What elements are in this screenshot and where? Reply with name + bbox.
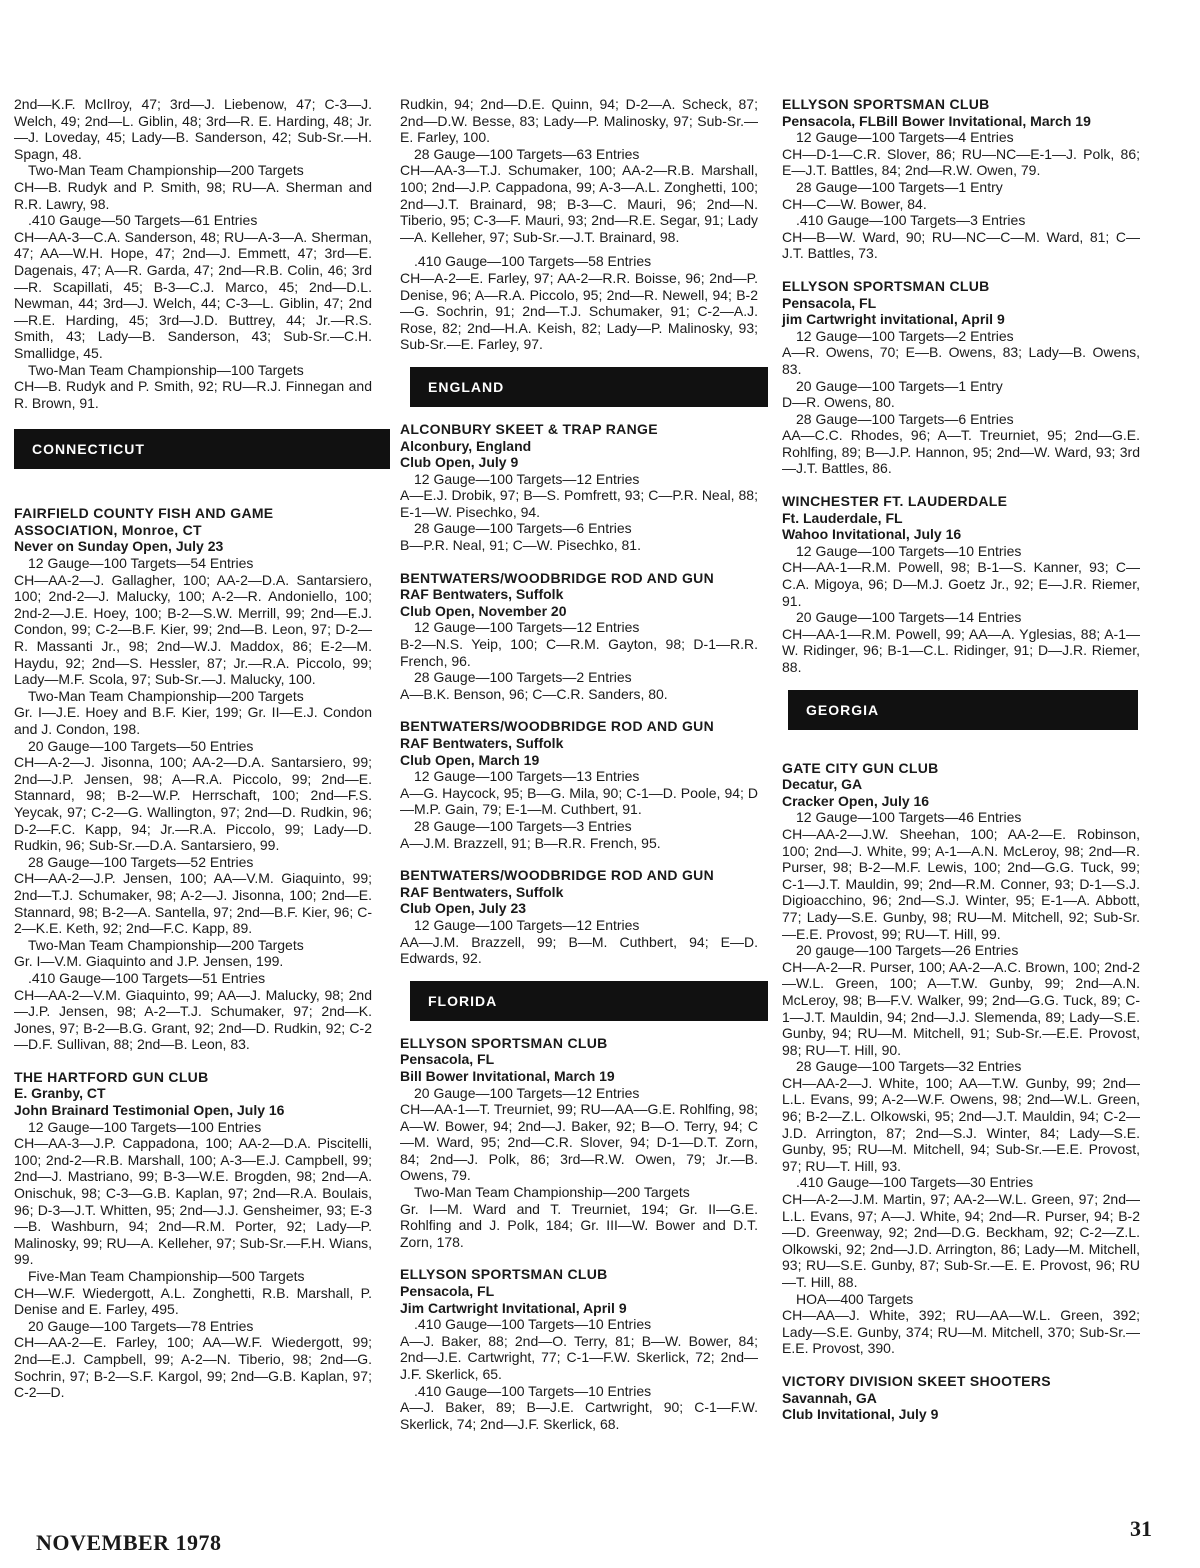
results-text: D—R. Owens, 80. (782, 394, 895, 411)
results-text: CH—A-2—J. Jisonna, 100; AA-2—D.A. Santarsiero, 99; 2nd—J.P. Jensen, 98; A—R.A. Piccolo, 99; 2nd—E. Stannard, 98; B-2—W.P. Herrschaft, 100; 2nd—F.S. Yeycak, 97; C-2—G. Wallington, 97; 2nd—D. Rudkin, 96; D-2—F.C. Kapp, 94; Jr.—R.A. Piccolo, 99; Lady—D. Rudkin, 96; Sub-Sr.—D.A. Santarsiero, 99. (14, 754, 372, 854)
club-name: BENTWATERS/WOODBRIDGE ROD AND GUN (400, 569, 715, 586)
gauge-header: 20 gauge—100 Targets—26 Entries (796, 942, 1019, 959)
club-name: ELLYSON SPORTSMAN CLUB (782, 277, 990, 294)
club-name: ELLYSON SPORTSMAN CLUB (782, 96, 990, 112)
gauge-header: 12 Gauge—100 Targets—46 Entries (796, 809, 1022, 826)
results-text: AA—J.M. Brazzell, 99; B—M. Cuthbert, 94; E—D. Edwards, 92. (400, 933, 758, 967)
results-text: CH—B. Rudyk and P. Smith, 92; RU—R.J. Finnegan and R. Brown, 91. (14, 378, 372, 411)
event-title: Club Open, March 19 (400, 751, 540, 768)
gauge-header: .410 Gauge—100 Targets—30 Entries (796, 1174, 1034, 1191)
club-name: FAIRFIELD COUNTY FISH AND GAME ASSOCIATION, Monroe, CT (14, 505, 274, 538)
club-name: BENTWATERS/WOODBRIDGE ROD AND GUN (400, 867, 715, 884)
gauge-header: .410 Gauge—100 Targets—58 Entries (414, 253, 652, 270)
state-banner-england: ENGLAND (410, 367, 768, 407)
results-text: 2nd—K.F. McIlroy, 47; 3rd—J. Liebenow, 47; C-3—J. Welch, 49; 2nd—L. Giblin, 48; 3rd—R. E. Harding, 48; Jr.—J. Loveday, 45; Lady—B. Sanderson, 42; Sub-Sr.—H. Spagn, 48. (14, 96, 372, 162)
club-location: Pensacola, FL (400, 1283, 495, 1300)
column-3 (782, 96, 1140, 1423)
results-text: Gr. I—M. Ward and T. Treurniet, 194; Gr. II—G.E. Rohlfing and J. Polk, 184; Gr. III—W. Bower and D.T. Zorn, 178. (400, 1200, 758, 1250)
gauge-header: 28 Gauge—100 Targets—3 Entries (414, 817, 632, 834)
state-banner-florida: FLORIDA (410, 981, 768, 1021)
results-text: A—J. Baker, 88; 2nd—O. Terry, 81; B—W. Bower, 84; 2nd—J.E. Cartwright, 77; C-1—F.W. Skerlick, 72; 2nd—J.F. Skerlick, 65. (400, 1332, 758, 1382)
gauge-header: 20 Gauge—100 Targets—50 Entries (28, 737, 254, 754)
club-location: RAF Bentwaters, Suffolk (400, 883, 564, 900)
club-location: Pensacola, FL (400, 1051, 495, 1068)
results-text: CH—AA-3—J.P. Cappadona, 100; AA-2—D.A. Piscitelli, 100; 2nd-2—R.B. Marshall, 100; A-3—E.J. Campbell, 99; 2nd—J. Mastriano, 99; B-3—W.E. Brogden, 98; 2nd—A. Onischuk, 98; C-3—G.B. Kaplan, 97; 2nd—R.A. Boulais, 96; D-3—J.T. Whitten, 95; 2nd—J.J. Gensheimer, 93; E-3—B. Washburn, 94; 2nd—R.M. Porter, 92; Lady—P. Malinosky, 99; RU—A. Kelleher, 97; Sub-Sr.—F.H. Wians, 99. (14, 1135, 372, 1268)
gauge-header: 12 Gauge—100 Targets—12 Entries (414, 916, 640, 933)
event-title: John Brainard Testimonial Open, July 16 (14, 1102, 285, 1119)
results-text: CH—AA-1—R.M. Powell, 98; B-1—S. Kanner, 93; C—C.A. Migoya, 96; D—M.J. Goetz Jr., 92; E—J.R. Riemer, 91. (782, 559, 1140, 609)
club-location: Pensacola, FL (782, 294, 877, 311)
gauge-header: 28 Gauge—100 Targets—6 Entries (796, 410, 1014, 427)
gauge-header: 28 Gauge—100 Targets—6 Entries (414, 520, 632, 537)
column-1 (14, 96, 372, 1401)
gauge-header: 12 Gauge—100 Targets—54 Entries (28, 555, 254, 572)
gauge-header: 20 Gauge—100 Targets—12 Entries (414, 1084, 640, 1101)
gauge-header: 20 Gauge—100 Targets—78 Entries (28, 1317, 254, 1334)
club-location: RAF Bentwaters, Suffolk (400, 586, 564, 603)
gauge-header: 28 Gauge—100 Targets—63 Entries (414, 145, 640, 162)
results-text: Gr. I—V.M. Giaquinto and J.P. Jensen, 199. (14, 953, 284, 970)
gauge-header: .410 Gauge—100 Targets—51 Entries (28, 969, 266, 986)
gauge-header: 12 Gauge—100 Targets—2 Entries (796, 327, 1014, 344)
state-banner-georgia: GEORGIA (788, 690, 1138, 730)
club-location: Ft. Lauderdale, FL (782, 509, 903, 526)
event-title: Club Invitational, July 9 (782, 1406, 939, 1423)
event-title: jim Cartwright invitational, April 9 (782, 311, 1005, 328)
event-title: Wahoo Invitational, July 16 (782, 526, 962, 543)
results-text: CH—AA-2—J. Gallagher, 100; AA-2—D.A. Santarsiero, 100; 2nd-2—J. Malucky, 100; A-2—R. Andoniello, 100; 2nd-2—J.E. Hoey, 100; B-2—S.W. Merrill, 99; 2nd—E.J. Condon, 99; C-2—B.F. Kier, 99; 2nd—B. Leon, 97; D-2—R. Massanti Jr., 98; 2nd—W.J. Maddox, 86; E-2—M. Haydu, 92; 2nd—S. Hessler, 87; Jr.—R.A. Piccolo, 99; Lady—M.F. Scola, 97; Sub-Sr.—J. Malucky, 100. (14, 571, 372, 688)
gauge-header: .410 Gauge—100 Targets—10 Entries (414, 1382, 652, 1399)
gauge-header: 12 Gauge—100 Targets—10 Entries (796, 542, 1022, 559)
results-text: CH—AA-2—J. White, 100; AA—T.W. Gunby, 99; 2nd—L.L. Evans, 99; A-2—W.F. Owens, 98; 2nd—W.L. Green, 96; B-2—Z.L. Olkowski, 95; 2nd—J.T. Mauldin, 94; C-2—J.D. Arrington, 87; 2nd—S.J. Winter, 84; Lady—S.E. Gunby, 95; RU—M. Mitchell, 94; Sub-Sr.—E.E. Provost, 97; RU—T. Hill, 93. (782, 1074, 1140, 1174)
event-title: Club Open, November 20 (400, 602, 567, 619)
results-text: AA—C.C. Rhodes, 96; A—T. Treurniet, 95; 2nd—G.E. Rohlfing, 89; B—J.P. Hannon, 95; 2nd—W. Ward, 93; 3rd—J.T. Battles, 86. (782, 427, 1140, 477)
club-name: WINCHESTER FT. LAUDERDALE (782, 493, 1008, 510)
club-name: ELLYSON SPORTSMAN CLUB (400, 1034, 608, 1051)
gauge-header: Five-Man Team Championship—500 Targets (28, 1268, 305, 1284)
gauge-header: HOA—400 Targets (796, 1290, 914, 1307)
club-name: ELLYSON SPORTSMAN CLUB (400, 1266, 608, 1283)
results-text: Rudkin, 94; 2nd—D.E. Quinn, 94; D-2—A. Scheck, 87; 2nd—D.W. Besse, 83; Lady—P. Malinosky, 97; Sub-Sr.—E. Farley, 100. (400, 96, 758, 146)
event-title: Jim Cartwright Invitational, April 9 (400, 1299, 627, 1316)
results-text: Gr. I—J.E. Hoey and B.F. Kier, 199; Gr. II—E.J. Condon and J. Condon, 198. (14, 704, 372, 737)
club-location: E. Granby, CT (14, 1085, 106, 1102)
page-number: 31 (1130, 1516, 1152, 1541)
gauge-header: 28 Gauge—100 Targets—1 Entry (796, 178, 1003, 195)
club-location: Savannah, GA (782, 1389, 877, 1406)
state-banner-connecticut: CONNECTICUT (14, 429, 390, 469)
results-text: A—G. Haycock, 95; B—G. Mila, 90; C-1—D. Poole, 94; D—M.P. Gain, 79; E-1—M. Cuthbert, 91. (400, 784, 758, 818)
gauge-header: .410 Gauge—100 Targets—10 Entries (414, 1316, 652, 1333)
results-text: B—P.R. Neal, 91; C—W. Pisechko, 81. (400, 537, 641, 554)
gauge-header: 12 Gauge—100 Targets—100 Entries (28, 1118, 262, 1135)
results-text: CH—AA-1—R.M. Powell, 99; AA—A. Yglesias, 88; A-1—W. Ridinger, 96; B-1—C.L. Ridinger, 91; D—J.R. Riemer, 88. (782, 625, 1140, 675)
results-text: CH—AA-2—J.W. Sheehan, 100; AA-2—E. Robinson, 100; 2nd—J. White, 99; A-1—A.N. McLeroy, 98; 2nd—R. Purser, 98; B-2—M.F. Lewis, 100; 2nd—G.G. Tuck, 99; C-1—J.T. Mauldin, 99; 2nd—R.M. Conner, 93; D-1—S.J. Digioacchino, 96; 2nd—S.J. Winter, 95; E-1—A. Abbott, 77; Lady—S.E. Gunby, 98; RU—M. Mitchell, 92; Sub-Sr.—E.E. Provost, 99; RU—T. Hill, 99. (782, 825, 1140, 942)
results-text: CH—B. Rudyk and P. Smith, 98; RU—A. Sherman and R.R. Lawry, 98. (14, 178, 372, 212)
club-name: ALCONBURY SKEET & TRAP RANGE (400, 420, 658, 437)
results-text: CH—AA-2—V.M. Giaquinto, 99; AA—J. Malucky, 98; 2nd—J.P. Jensen, 98; A-2—T.J. Schumaker, 97; 2nd—K. Jones, 97; B-2—B.G. Grant, 92; 2nd—D. Rudkin, 92; C-2—D.F. Sullivan, 88; 2nd—B. Leon, 83. (14, 986, 372, 1053)
gauge-header: .410 Gauge—100 Targets—3 Entries (796, 212, 1026, 229)
results-text: CH—AA-3—C.A. Sanderson, 48; RU—A-3—A. Sherman, 47; AA—W.H. Hope, 47; 2nd—J. Emmett, 47; 3rd—E. Dagenais, 47; A—R. Garda, 47; 2nd—R.B. Colin, 46; 3rd—R. Scapillati, 45; B-3—C.J. Marco, 45; 2nd—D.L. Newman, 44; 3rd—J. Welch, 44; C-3—L. Giblin, 47; 2nd—R.E. Harding, 45; 3rd—J.D. Buttrey, 44; Jr.—R.S. Smith, 43; Lady—B. Sanderson, 43; Sub-Sr.—C.H. Smallidge, 45. (14, 228, 372, 361)
results-text: CH—AA-1—T. Treurniet, 99; RU—AA—G.E. Rohlfing, 98; A—W. Bower, 94; 2nd—J. Baker, 92; B—O. Terry, 94; C—M. Ward, 95; 2nd—C.R. Slover, 94; D-1—D.T. Zorn, 84; 2nd—J. Polk, 86; 3rd—R.W. Owen, 79; Jr.—B. Owens, 79. (400, 1101, 758, 1184)
gauge-header: 28 Gauge—100 Targets—32 Entries (796, 1058, 1022, 1075)
results-text: CH—W.F. Wiedergott, A.L. Zonghetti, R.B. Marshall, P. Denise and E. Farley, 495. (14, 1284, 372, 1318)
results-text: CH—A-2—J.M. Martin, 97; AA-2—W.L. Green, 97; 2nd—L.L. Evans, 97; A—J. White, 94; 2nd—R. Purser, 94; B-2—D. Greenway, 92; 2nd—D.G. Beckham, 92; C-2—Z.L. Olkowski, 92; 2nd—J.D. Arrington, 86; Lady—M. Mitchell, 93; RU—S.E. Gunby, 87; Sub-Sr.—E. E. Provost, 96; RU—T. Hill, 88. (782, 1191, 1140, 1290)
results-text: CH—AA-2—J.P. Jensen, 100; AA—V.M. Giaquinto, 99; 2nd—T.J. Schumaker, 98; A-2—J. Jisonna, 100; 2nd—E. Stannard, 98; B-2—A. Santella, 97; 2nd—B.F. Kier, 96; C-2—K.E. Keth, 92; 2nd—F.C. Kapp, 89. (14, 870, 372, 937)
gauge-header: Two-Man Team Championship—200 Targets (414, 1184, 690, 1201)
gauge-header: 20 Gauge—100 Targets—1 Entry (796, 377, 1003, 394)
gauge-header: 20 Gauge—100 Targets—14 Entries (796, 609, 1022, 626)
results-text: A—E.J. Drobik, 97; B—S. Pomfrett, 93; C—P.R. Neal, 88; E-1—W. Pisechko, 94. (400, 487, 758, 520)
results-text: CH—A-2—R. Purser, 100; AA-2—A.C. Brown, 100; 2nd-2—W.L. Green, 100; A—T.W. Gunby, 99; 2nd—A.N. McLeroy, 98; B—F.V. Walker, 99; 2nd—G.G. Tuck, 89; C-1—J.T. Mauldin, 94; 2nd—J.J. Slemenda, 89; Lady—S.E. Gunby, 94; RU—M. Mitchell, 91; Sub-Sr.—E.E. Provost, 98; RU—T. Hill, 90. (782, 958, 1140, 1058)
issue-date: NOVEMBER 1978 (36, 1530, 222, 1555)
results-text: A—R. Owens, 70; E—B. Owens, 83; Lady—B. Owens, 83. (782, 344, 1140, 377)
event-header: .410 Gauge—50 Targets—61 Entries (28, 212, 258, 229)
results-text: A—J.M. Brazzell, 91; B—R.R. French, 95. (400, 834, 661, 851)
gauge-header: 12 Gauge—100 Targets—12 Entries (414, 619, 640, 636)
results-text: CH—AA—J. White, 392; RU—AA—W.L. Green, 392; Lady—S.E. Gunby, 374; RU—M. Mitchell, 370; Sub-Sr.—E.E. Provost, 390. (782, 1307, 1140, 1357)
club-name: VICTORY DIVISION SKEET SHOOTERS (782, 1372, 1051, 1389)
event-header: Two-Man Team Championship—200 Targets (28, 162, 304, 179)
gauge-header: Two-Man Team Championship—200 Targets (28, 936, 304, 953)
results-text: CH—A-2—E. Farley, 97; AA-2—R.R. Boisse, 96; 2nd—P. Denise, 96; A—R.A. Piccolo, 95; 2nd—R. Newell, 94; B-2—G. Sochrin, 91; 2nd—T.J. Schumaker, 91; C-2—A.J. Rose, 82; 2nd—H.A. Keish, 82; Lady—P. Malinosky, 93; Sub-Sr.—E. Farley, 97. (400, 269, 758, 353)
club-name: GATE CITY GUN CLUB (782, 759, 939, 776)
gauge-header: 12 Gauge—100 Targets—13 Entries (414, 768, 640, 785)
results-text: CH—AA-3—T.J. Schumaker, 100; AA-2—R.B. Marshall, 100; 2nd—J.P. Cappadona, 99; A-3—A.L. Zonghetti, 100; 2nd—J.T. Brainard, 98; B-3—C. Mauri, 96; 2nd—N. Tiberio, 95; C-3—F. Mauri, 93; 2nd—R.E. Segar, 91; Lady—A. Kelleher, 97; Sub-Sr.—J.T. Brainard, 98. (400, 162, 758, 245)
results-text: A—B.K. Benson, 96; C—C.R. Sanders, 80. (400, 685, 668, 702)
gauge-header: 28 Gauge—100 Targets—2 Entries (414, 669, 632, 686)
gauge-header: 28 Gauge—100 Targets—52 Entries (28, 853, 254, 870)
event-title: Club Open, July 9 (400, 454, 519, 471)
results-text: CH—C—W. Bower, 84. (782, 195, 927, 212)
event-header: Two-Man Team Championship—100 Targets (28, 361, 304, 378)
event-title: Bill Bower Invitational, March 19 (400, 1067, 615, 1084)
gauge-header: Two-Man Team Championship—200 Targets (28, 687, 304, 704)
event-title: Never on Sunday Open, July 23 (14, 538, 224, 555)
event-title: Club Open, July 23 (400, 900, 527, 917)
results-text: CH—AA-2—E. Farley, 100; AA—W.F. Wiedergott, 99; 2nd—E.J. Campbell, 99; A-2—N. Tiberio, 98; 2nd—G. Sochrin, 97; B-2—S.F. Kargol, 99; 2nd—G.B. Kaplan, 97; C-2—D. (14, 1334, 372, 1401)
results-text: B-2—N.S. Yeip, 100; C—R.M. Gayton, 98; D-1—R.R. French, 96. (400, 636, 758, 669)
gauge-header: 12 Gauge—100 Targets—12 Entries (414, 470, 640, 487)
club-name: BENTWATERS/WOODBRIDGE ROD AND GUN (400, 718, 715, 735)
results-text: CH—D-1—C.R. Slover, 86; RU—NC—E-1—J. Polk, 86; E—J.T. Battles, 84; 2nd—R.W. Owen, 79. (782, 145, 1140, 179)
club-location: Alconbury, England (400, 437, 532, 454)
club-location: Pensacola, FLBill Bower Invitational, March 19 (782, 112, 1091, 129)
club-location: Decatur, GA (782, 776, 863, 793)
results-text: A—J. Baker, 89; B—J.E. Cartwright, 90; C-1—F.W. Skerlick, 74; 2nd—J.F. Skerlick, 68. (400, 1399, 758, 1432)
column-2 (400, 96, 758, 1432)
event-title: Cracker Open, July 16 (782, 792, 930, 809)
club-location: RAF Bentwaters, Suffolk (400, 735, 564, 751)
club-name: THE HARTFORD GUN CLUB (14, 1068, 209, 1085)
results-text: CH—B—W. Ward, 90; RU—NC—C—M. Ward, 81; C—J.T. Battles, 73. (782, 228, 1140, 262)
gauge-header: 12 Gauge—100 Targets—4 Entries (796, 129, 1014, 146)
